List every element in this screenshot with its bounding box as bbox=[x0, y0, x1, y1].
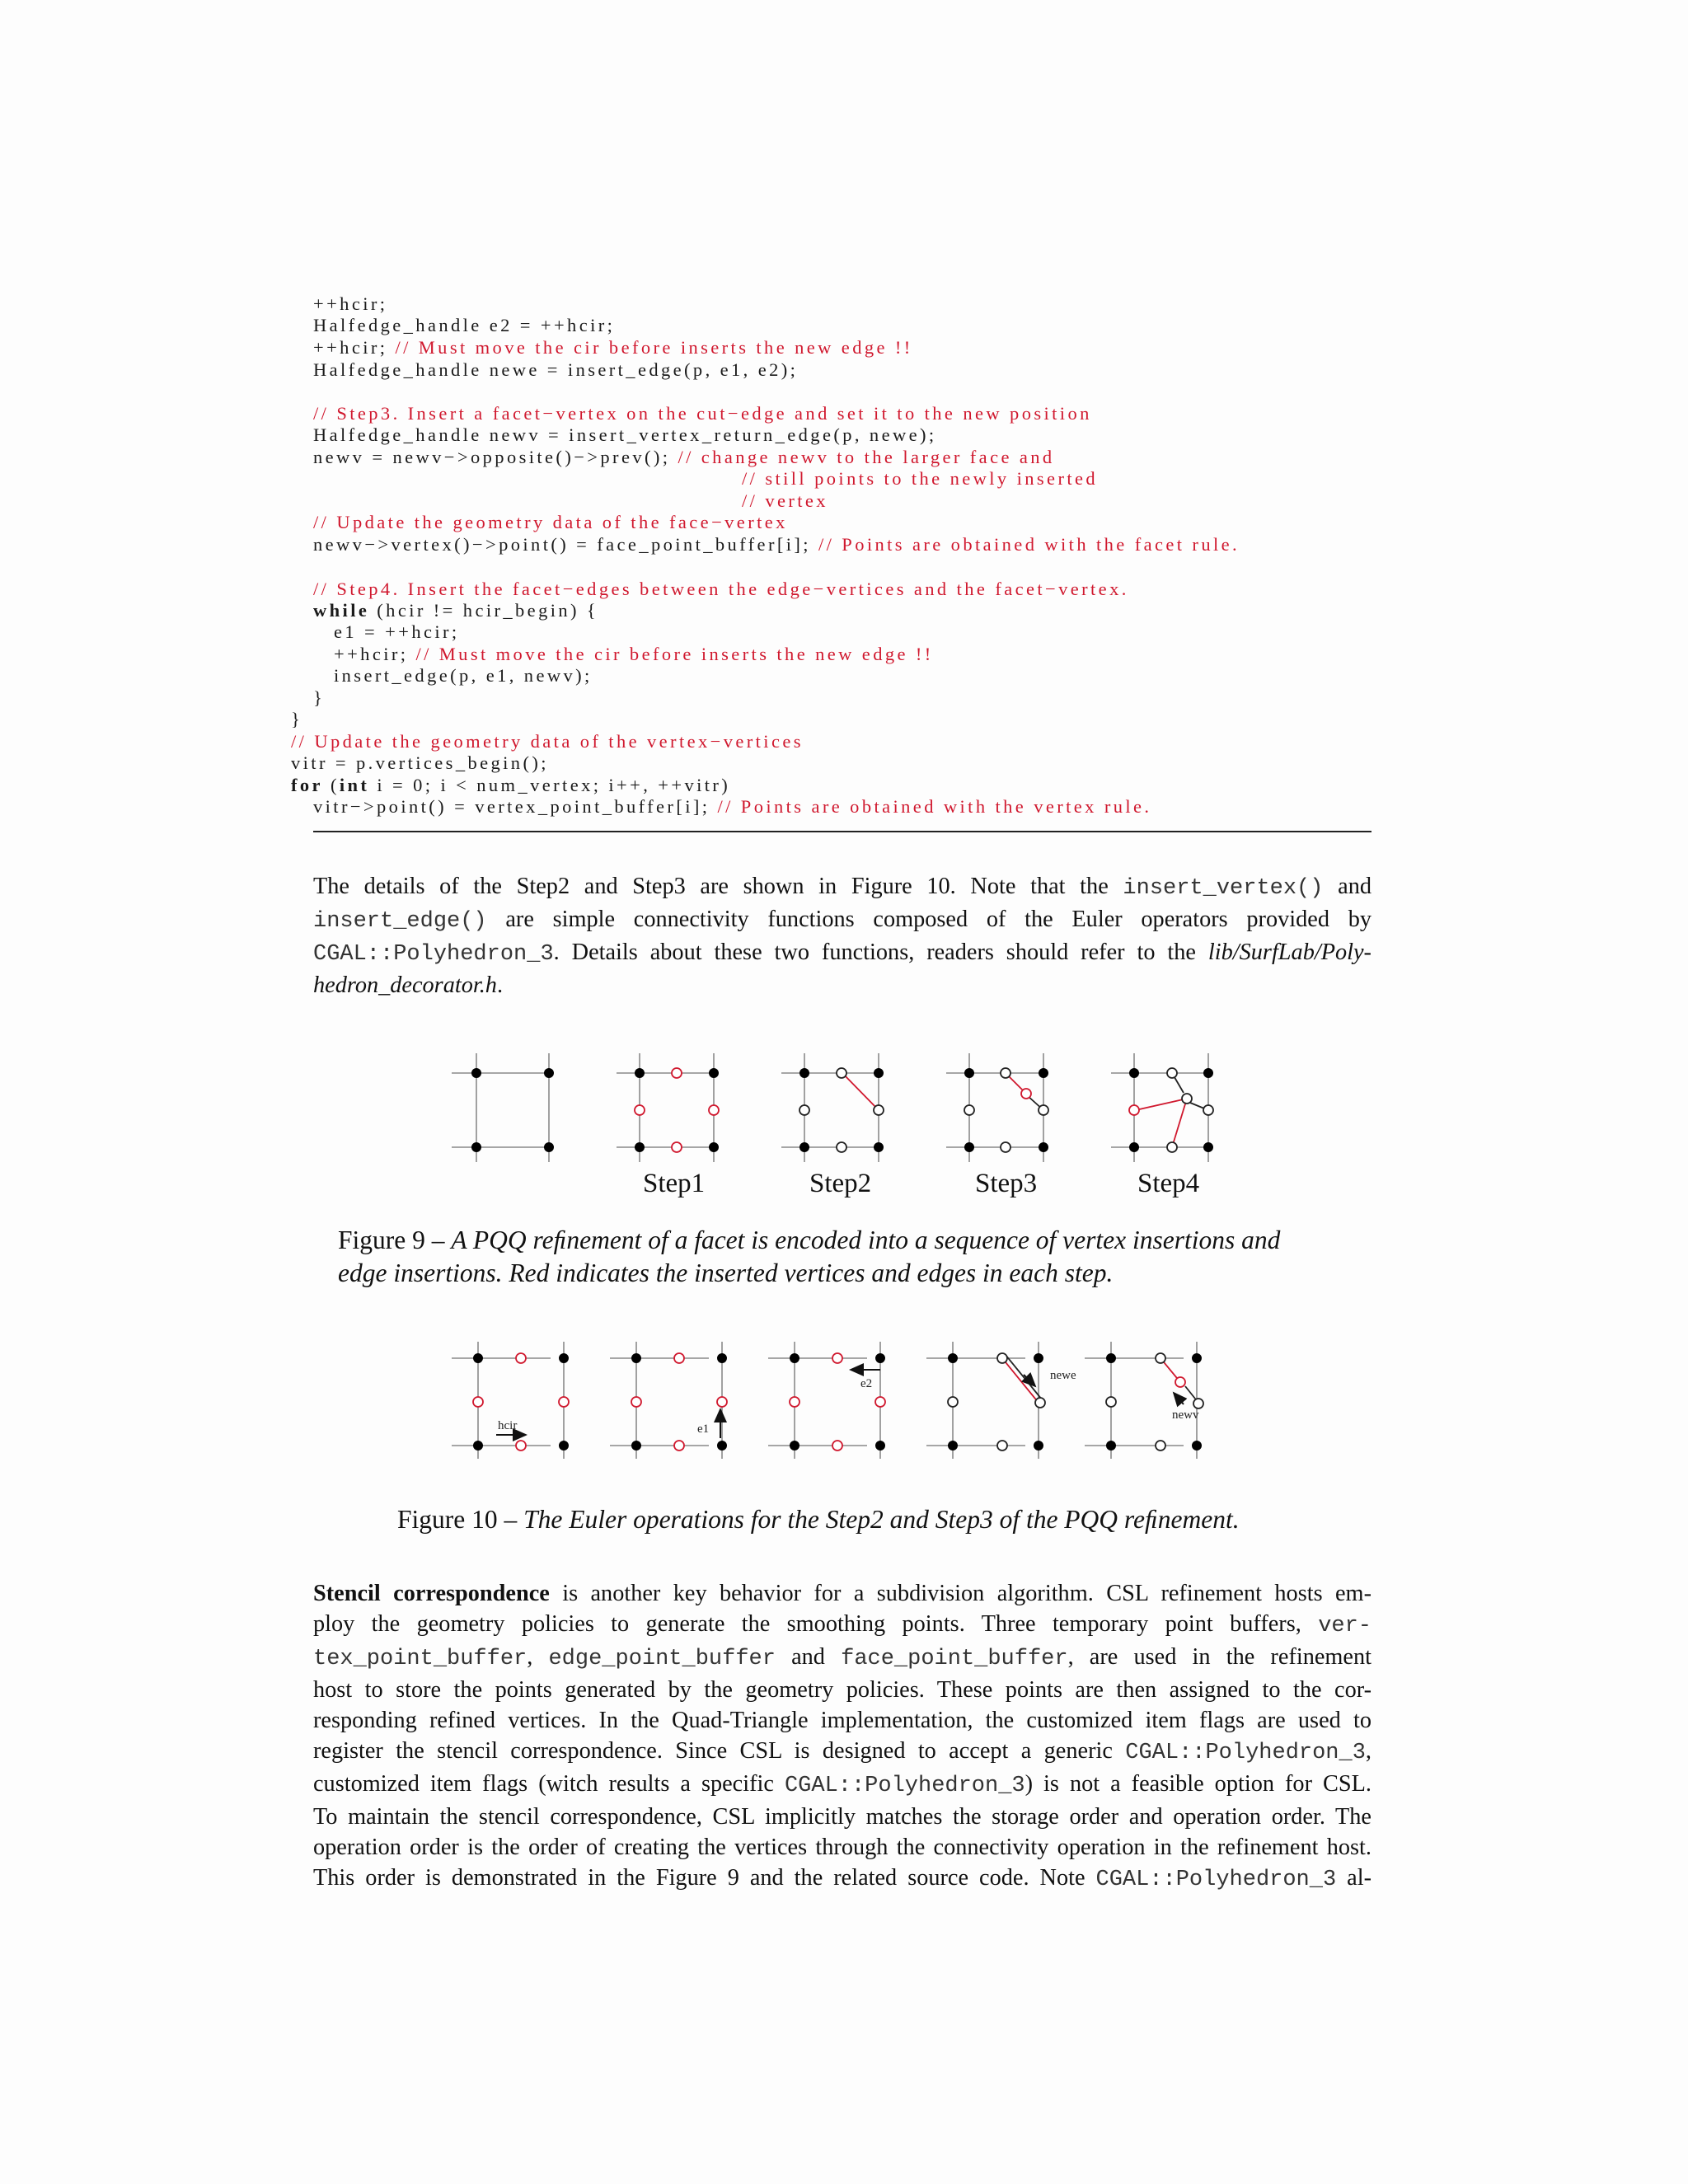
original-vertex bbox=[718, 1441, 727, 1451]
original-vertex bbox=[790, 1441, 799, 1451]
inserted-vertex bbox=[674, 1441, 684, 1451]
code-line bbox=[313, 579, 1129, 600]
original-vertex bbox=[560, 1354, 569, 1363]
code-face-point-buffer: face_point_buffer bbox=[841, 1647, 1068, 1671]
original-vertex bbox=[949, 1354, 958, 1363]
original-vertex bbox=[1193, 1441, 1202, 1451]
para1-text: are simple connectivity functions composed of the Euler operators provided by bbox=[486, 907, 1372, 932]
figure9-caption-prefix: Figure 9 – bbox=[338, 1226, 452, 1254]
original-vertex bbox=[1130, 1143, 1139, 1152]
para2-line2 bbox=[313, 1609, 1372, 1642]
code-comment: // Update the geometry data of the face−vertex bbox=[313, 512, 788, 532]
figure9-original-facet bbox=[452, 1053, 551, 1162]
code-line bbox=[291, 775, 730, 796]
code-line bbox=[742, 490, 828, 512]
figure9-caption-line2: edge insertions. Red indicates the inserted vertices and edges in each step. bbox=[338, 1258, 1114, 1287]
code-line bbox=[313, 403, 1092, 424]
paragraph-figure10-intro bbox=[313, 871, 1372, 1001]
original-vertex bbox=[876, 1441, 885, 1451]
vertex bbox=[948, 1397, 958, 1407]
para2-text: ploy the geometry policies to generate the smoothing points. Three temporary point buffers, bbox=[313, 1611, 1319, 1637]
original-vertex bbox=[1204, 1143, 1213, 1152]
figure9-step2-label: Step2 bbox=[809, 1169, 872, 1198]
code-line bbox=[334, 665, 593, 687]
paragraph-stencil-correspondence bbox=[313, 1578, 1372, 1896]
para2-line10 bbox=[313, 1863, 1372, 1896]
original-vertex bbox=[545, 1069, 554, 1078]
label-hcir: hcir bbox=[498, 1419, 518, 1432]
code-text: i = 0; i < num_vertex; i++, ++vitr) bbox=[369, 775, 731, 795]
vertex bbox=[1001, 1068, 1010, 1078]
code-comment: // Step4. Insert the facet−edges between the edge−vertices and the facet−vertex. bbox=[313, 579, 1129, 599]
para2-text: is another key behavior for a subdivision algorithm. CSL refinement hosts em- bbox=[549, 1581, 1372, 1606]
vertex bbox=[1167, 1142, 1177, 1152]
label-newv: newv bbox=[1172, 1408, 1199, 1422]
para2-line5: responding refined vertices. In the Quad-Triangle implementation, the customized item flags are used to bbox=[313, 1708, 1372, 1733]
original-vertex bbox=[632, 1354, 641, 1363]
label-e1: e1 bbox=[697, 1422, 710, 1436]
original-vertex bbox=[472, 1143, 481, 1152]
code-edge-point-buffer: edge_point_buffer bbox=[548, 1647, 776, 1671]
original-vertex bbox=[472, 1069, 481, 1078]
code-comment: // Step3. Insert a facet−vertex on the cut−edge and set it to the new position bbox=[313, 403, 1092, 424]
para2-text: al- bbox=[1336, 1865, 1372, 1891]
para2-text: customized item flags (witch results a specific bbox=[313, 1771, 785, 1797]
para2-line8: To maintain the stencil correspondence, CSL implicitly matches the storage order and operation order. The bbox=[313, 1804, 1372, 1830]
original-vertex bbox=[874, 1143, 884, 1152]
para1-line2 bbox=[313, 904, 1372, 937]
code-line bbox=[313, 687, 325, 709]
original-vertex bbox=[1107, 1441, 1116, 1451]
para1-text: The details of the Step2 and Step3 are shown in Figure 10. Note that the bbox=[313, 874, 1123, 899]
code-vertex-point-buffer: tex_point_buffer bbox=[313, 1647, 528, 1671]
code-text: vitr−>point() = vertex_point_buffer[i]; bbox=[313, 796, 718, 817]
original-vertex bbox=[1204, 1069, 1213, 1078]
para2-text: , bbox=[527, 1644, 549, 1670]
inserted-vertex bbox=[709, 1105, 719, 1115]
figure9-step1-label: Step1 bbox=[643, 1169, 706, 1198]
para2-line4: host to store the points generated by the geometry policies. These points are then assigned to the cor- bbox=[313, 1677, 1372, 1703]
code-comment: // Points are obtained with the facet rule. bbox=[818, 534, 1240, 555]
code-text: ++hcir; bbox=[313, 293, 388, 314]
original-vertex bbox=[718, 1354, 727, 1363]
code-line bbox=[334, 644, 934, 665]
code-vertex-point-buffer: ver- bbox=[1318, 1614, 1372, 1638]
inserted-vertex bbox=[516, 1353, 526, 1363]
para2-text: , bbox=[1365, 1738, 1372, 1764]
code-cgal-polyhedron: CGAL::Polyhedron_3 bbox=[1095, 1868, 1337, 1892]
para1-line1 bbox=[313, 871, 1372, 904]
inserted-vertex bbox=[672, 1142, 682, 1152]
code-line bbox=[334, 621, 460, 643]
code-text: insert_edge(p, e1, newv); bbox=[334, 665, 593, 686]
code-cgal-polyhedron: CGAL::Polyhedron_3 bbox=[313, 942, 554, 967]
code-text: e1 = ++hcir; bbox=[334, 621, 460, 642]
code-comment: // Update the geometry data of the vertex−vertices bbox=[291, 731, 804, 752]
original-vertex bbox=[474, 1354, 483, 1363]
code-text: } bbox=[313, 687, 326, 708]
code-line bbox=[291, 752, 549, 774]
original-vertex bbox=[545, 1143, 554, 1152]
vertex bbox=[997, 1353, 1007, 1363]
inserted-vertex bbox=[516, 1441, 526, 1451]
code-keyword: while bbox=[313, 600, 370, 621]
para1-text: and bbox=[1323, 874, 1372, 899]
code-text: newv = newv−>opposite()−>prev(); bbox=[313, 447, 678, 467]
original-vertex bbox=[1130, 1069, 1139, 1078]
original-vertex bbox=[474, 1441, 483, 1451]
code-line bbox=[313, 424, 937, 446]
para1-line3 bbox=[313, 937, 1372, 970]
code-keyword: int bbox=[339, 775, 370, 795]
code-text: Halfedge_handle newe = insert_edge(p, e1, e2); bbox=[313, 359, 799, 380]
original-vertex bbox=[710, 1143, 719, 1152]
code-cgal-polyhedron: CGAL::Polyhedron_3 bbox=[784, 1774, 1025, 1798]
inserted-vertex bbox=[1129, 1105, 1139, 1115]
label-newe: newe bbox=[1050, 1369, 1076, 1382]
label-e2: e2 bbox=[860, 1377, 873, 1390]
vertex bbox=[837, 1142, 846, 1152]
original-vertex bbox=[632, 1441, 641, 1451]
inserted-vertex bbox=[473, 1397, 483, 1407]
file-path: lib/SurfLab/Poly- bbox=[1207, 940, 1372, 965]
inserted-vertex bbox=[672, 1068, 682, 1078]
code-line bbox=[313, 293, 387, 315]
code-comment: // Points are obtained with the vertex rule. bbox=[717, 796, 1152, 817]
original-vertex bbox=[876, 1354, 885, 1363]
code-line bbox=[291, 731, 804, 752]
vertex bbox=[1106, 1397, 1116, 1407]
original-vertex bbox=[560, 1441, 569, 1451]
code-comment: // vertex bbox=[742, 490, 828, 511]
file-path: hedron_decorator.h bbox=[313, 972, 497, 998]
original-vertex bbox=[710, 1069, 719, 1078]
vertex bbox=[964, 1105, 974, 1115]
vertex bbox=[874, 1105, 884, 1115]
code-insert-edge: insert_edge() bbox=[313, 909, 487, 934]
code-text: Halfedge_handle e2 = ++hcir; bbox=[313, 315, 616, 335]
code-keyword: for bbox=[291, 775, 323, 795]
original-vertex bbox=[635, 1143, 645, 1152]
para2-text: and bbox=[775, 1644, 842, 1670]
para1-line4 bbox=[313, 970, 1372, 1001]
vertex bbox=[1193, 1399, 1203, 1408]
vertex bbox=[1203, 1105, 1213, 1115]
code-comment: // Must move the cir before inserts the new edge !! bbox=[415, 644, 934, 664]
figure10-diagram bbox=[445, 1335, 1236, 1459]
code-comment: // change newv to the larger face and bbox=[678, 447, 1055, 467]
inserted-vertex bbox=[832, 1441, 842, 1451]
para2-text: , are used in the refinement bbox=[1067, 1644, 1372, 1670]
original-vertex bbox=[874, 1069, 884, 1078]
para2-text: This order is demonstrated in the Figure 9 and the related source code. Note bbox=[313, 1865, 1096, 1891]
figure9-step3-label: Step3 bbox=[975, 1169, 1038, 1198]
para2-line7 bbox=[313, 1769, 1372, 1802]
code-cgal-polyhedron: CGAL::Polyhedron_3 bbox=[1125, 1741, 1366, 1765]
original-vertex bbox=[1034, 1441, 1043, 1451]
figure9-caption-line1: A PQQ reﬁnement of a facet is encoded into a sequence of vertex insertions and bbox=[451, 1226, 1281, 1254]
code-line bbox=[313, 337, 913, 359]
original-vertex bbox=[800, 1143, 809, 1152]
vertex bbox=[837, 1068, 846, 1078]
vertex bbox=[1156, 1353, 1165, 1363]
vertex bbox=[1182, 1094, 1192, 1104]
original-vertex bbox=[949, 1441, 958, 1451]
code-line bbox=[742, 468, 1098, 490]
inserted-vertex bbox=[1021, 1089, 1031, 1099]
figure10-caption bbox=[397, 1503, 1386, 1536]
para2-line6 bbox=[313, 1736, 1372, 1769]
original-vertex bbox=[1039, 1069, 1048, 1078]
code-listing-rule bbox=[313, 831, 1372, 832]
para2-line9: operation order is the order of creating the vertices through the connectivity operation in the refinement host. bbox=[313, 1835, 1372, 1860]
para2-text: ) is not a feasible option for CSL. bbox=[1025, 1771, 1372, 1797]
figure9-step4-label: Step4 bbox=[1137, 1169, 1200, 1198]
para1-text: . Details about these two functions, readers should refer to the bbox=[553, 940, 1208, 965]
vertex bbox=[1167, 1068, 1177, 1078]
original-vertex bbox=[1193, 1354, 1202, 1363]
code-line bbox=[313, 359, 798, 381]
code-line bbox=[313, 447, 1055, 468]
para1-text: . bbox=[496, 972, 504, 998]
code-text: ( bbox=[322, 775, 340, 795]
para2-lead-term: Stencil correspondence bbox=[313, 1581, 550, 1606]
code-text: vitr = p.vertices_begin(); bbox=[291, 752, 549, 773]
vertex bbox=[997, 1441, 1007, 1451]
inserted-vertex bbox=[875, 1397, 885, 1407]
figure10-caption-text: The Euler operations for the Step2 and Step3 of the PQQ reﬁnement. bbox=[523, 1505, 1240, 1534]
original-vertex bbox=[635, 1069, 645, 1078]
code-text: ++hcir; bbox=[313, 337, 396, 358]
inserted-vertex bbox=[559, 1397, 569, 1407]
inserted-vertex bbox=[832, 1353, 842, 1363]
code-comment: // Must move the cir before inserts the new edge !! bbox=[395, 337, 913, 358]
figure10-caption-prefix: Figure 10 – bbox=[397, 1505, 524, 1534]
code-text: ++hcir; bbox=[334, 644, 416, 664]
vertex bbox=[1001, 1142, 1010, 1152]
inserted-vertex bbox=[674, 1353, 684, 1363]
code-line bbox=[291, 709, 302, 730]
code-insert-vertex: insert_vertex() bbox=[1123, 876, 1324, 901]
code-text: } bbox=[291, 709, 303, 729]
para2-text: register the stencil correspondence. Since CSL is designed to accept a generic bbox=[313, 1738, 1126, 1764]
para2-line3 bbox=[313, 1642, 1372, 1675]
original-vertex bbox=[1034, 1354, 1043, 1363]
original-vertex bbox=[1107, 1354, 1116, 1363]
code-comment: // still points to the newly inserted bbox=[742, 468, 1099, 489]
vertex bbox=[1035, 1398, 1045, 1408]
code-line bbox=[313, 315, 615, 336]
original-vertex bbox=[965, 1069, 974, 1078]
vertex bbox=[1156, 1441, 1165, 1451]
code-text: (hcir != hcir_begin) { bbox=[369, 600, 599, 621]
inserted-vertex bbox=[635, 1105, 645, 1115]
code-line bbox=[313, 512, 788, 533]
code-text: newv−>vertex()−>point() = face_point_buffer[i]; bbox=[313, 534, 818, 555]
code-line bbox=[313, 796, 1151, 818]
para2-line1 bbox=[313, 1578, 1372, 1609]
inserted-vertex bbox=[790, 1397, 799, 1407]
original-vertex bbox=[965, 1143, 974, 1152]
original-vertex bbox=[790, 1354, 799, 1363]
inserted-vertex bbox=[717, 1397, 727, 1407]
inserted-vertex bbox=[631, 1397, 641, 1407]
figure9-caption bbox=[338, 1224, 1401, 1290]
vertex bbox=[1039, 1105, 1048, 1115]
vertex bbox=[799, 1105, 809, 1115]
original-vertex bbox=[800, 1069, 809, 1078]
code-text: Halfedge_handle newv = insert_vertex_return_edge(p, newe); bbox=[313, 424, 937, 445]
code-line bbox=[313, 600, 598, 621]
inserted-vertex bbox=[1175, 1377, 1185, 1387]
figure9-diagram bbox=[445, 1047, 1236, 1162]
code-line bbox=[313, 534, 1240, 555]
original-vertex bbox=[1039, 1143, 1048, 1152]
